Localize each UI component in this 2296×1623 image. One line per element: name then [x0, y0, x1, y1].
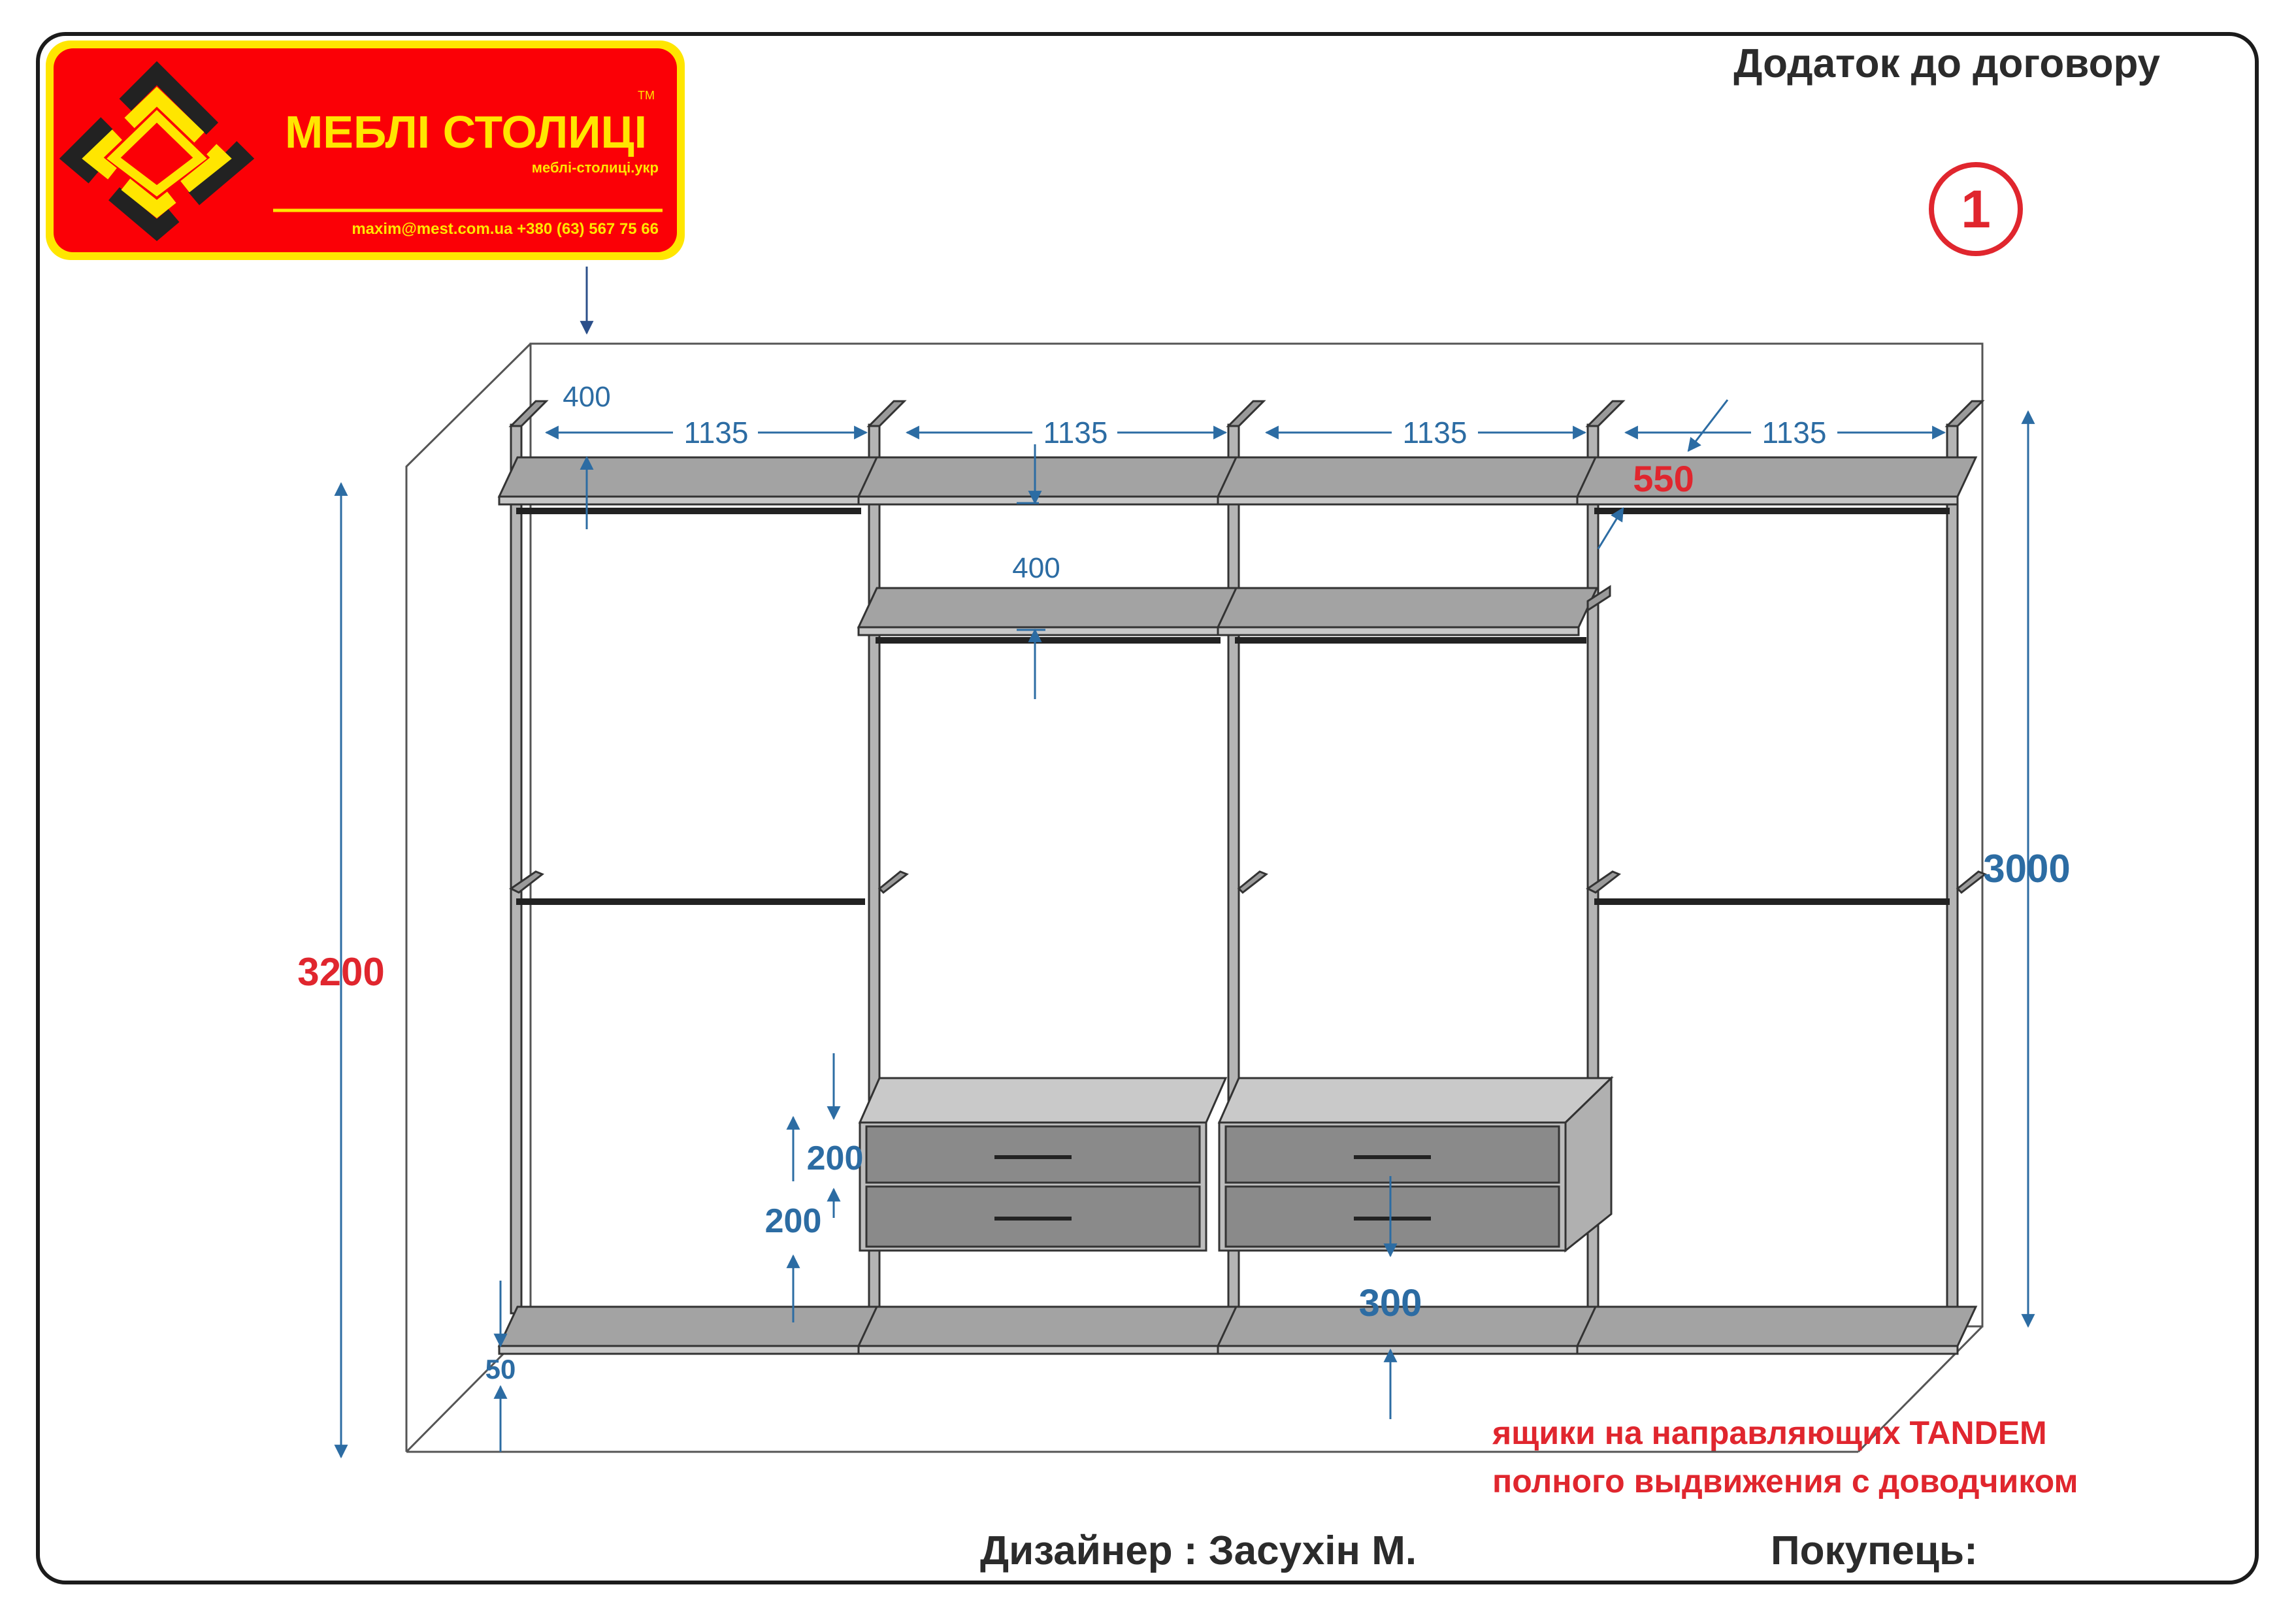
rail-bracket — [1958, 872, 1985, 893]
drawer-unit — [860, 1078, 1226, 1251]
buyer-label: Покупець: — [1771, 1528, 1978, 1573]
logo — [46, 41, 685, 260]
dim-section-width: 1135 — [683, 416, 749, 450]
dim-system-height: 3000 — [1983, 847, 2071, 891]
top-shelf — [859, 457, 1238, 504]
top-shelf — [499, 457, 878, 511]
rail-bracket — [879, 872, 907, 893]
top-shelf — [1218, 457, 1597, 504]
upright-post — [511, 401, 546, 1313]
drawer-units — [860, 1078, 1611, 1251]
drawer-handle — [1354, 1155, 1431, 1159]
bottom-shelf — [1577, 1307, 1976, 1354]
logo-domain: меблі-столиці.укр — [531, 159, 659, 176]
middle-shelf — [1218, 588, 1597, 640]
dim-section-width: 1135 — [1402, 416, 1468, 450]
bottom-shelf — [859, 1307, 1238, 1354]
rail-bracket — [1239, 872, 1266, 893]
bottom-shelf — [499, 1307, 878, 1354]
bottom-shelves — [499, 1307, 1976, 1354]
dim-drawer-top: 200 — [806, 1139, 864, 1177]
appendix-title: Додаток до договору — [1733, 41, 2160, 86]
designer-label: Дизайнер : Засухін М. — [980, 1528, 1417, 1573]
sheet-number: 1 — [1961, 180, 1991, 239]
top-shelves — [499, 457, 1976, 511]
dimension-lines — [341, 400, 2028, 1457]
dim-section-width: 1135 — [1043, 416, 1108, 450]
middle-shelves — [859, 587, 1610, 640]
drawer-handle — [1354, 1217, 1431, 1221]
dim-drawer-base: 300 — [1358, 1282, 1422, 1324]
dim-bottom-offset: 50 — [485, 1354, 516, 1385]
note-line-1: ящики на направляющих TANDEM — [1492, 1415, 2047, 1451]
note-line-2: полного выдвижения с доводчиком — [1492, 1463, 2078, 1500]
hanging-rails — [511, 872, 1985, 902]
dim-total-height: 3200 — [297, 950, 385, 994]
drawer-unit — [1219, 1078, 1611, 1251]
logo-trademark: TM — [638, 89, 655, 102]
dim-shelf-gap: 400 — [1012, 552, 1060, 584]
drawer-handle — [994, 1155, 1072, 1159]
drawer-front — [1226, 1126, 1559, 1183]
dim-drawer-bottom: 200 — [764, 1202, 822, 1240]
drawer-front — [866, 1126, 1200, 1183]
drawer-handle — [994, 1217, 1072, 1221]
dim-section-width: 1135 — [1762, 416, 1827, 450]
logo-contacts: maxim@mest.com.ua +380 (63) 567 75 66 — [352, 220, 659, 238]
middle-shelf — [859, 588, 1238, 640]
dim-shelf-height-top: 400 — [563, 381, 611, 413]
logo-brand-name: МЕБЛІ СТОЛИЦІ — [285, 107, 648, 157]
dim-depth: 550 — [1633, 458, 1694, 499]
